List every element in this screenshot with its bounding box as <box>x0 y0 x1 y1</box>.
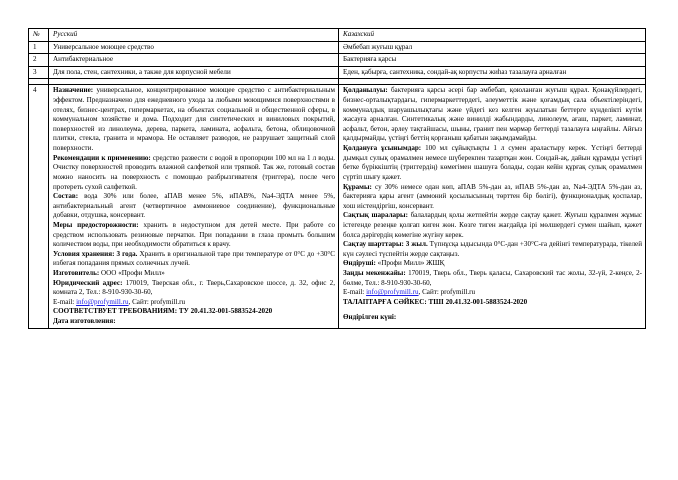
russian-composition-paragraph <box>53 192 335 221</box>
russian-address-text: 170019, Тверская обл., г. Тверь,Сахаровское шоссе, д. 32, офис 2, комната 2, Тел.: 8-910-930-30-60, <box>53 278 335 297</box>
russian-composition-label: Состав: <box>53 192 79 201</box>
column-header-kazakh: Казахский <box>339 29 646 42</box>
russian-precautions-paragraph <box>53 221 335 250</box>
row-russian-text: Для пола, стен, сантехники, а также для корпусной мебели <box>49 66 339 79</box>
russian-usage-label: Рекомендации к применению: <box>53 153 151 162</box>
russian-production-date-label: Дата изготовления: <box>53 317 116 326</box>
detail-cell-russian <box>49 85 339 328</box>
russian-precautions-text: хранить в недоступном для детей месте. При работе со средством использовать резиновые перчатки. При попадании в глаза промыть большим количеством воды, при необходимости обратиться к врачу. <box>53 220 335 249</box>
kazakh-email-label: E-mail: <box>343 288 365 297</box>
russian-purpose-paragraph <box>53 86 335 153</box>
kazakh-manufacturer-label: Өндіруші: <box>343 259 376 268</box>
kazakh-composition-text: су 30% немесе одан көп, аПАВ 5%-дан аз, иПАВ 5%-дан аз, Na4-ЭДТА 5%-дан аз, бактерияға қары агент (аммоний қосылысының төрттен бір бөлігі), функционалдық қоспалар, хош иістендіргіш, консервант. <box>343 182 642 210</box>
kazakh-usage-label: Қолдануға ұсынымдар: <box>343 144 422 153</box>
table-header-row <box>29 29 646 42</box>
kazakh-address-paragraph <box>343 269 642 288</box>
table-row <box>29 66 646 79</box>
kazakh-site-text: , Сайт: profymill.ru <box>418 288 476 297</box>
bilingual-product-label-table <box>28 28 646 329</box>
kazakh-storage-label: Сақтау шарттары: 3 жыл. <box>343 240 428 249</box>
kazakh-precautions-text: балалардың қолы жетпейтін жерде сақтау қажет. Жуғыш құралмен жұмыс істегенде резеңке қолғап киген жөн. Көзге тиген жағдайда ірі мөлшердегі сумен шайып, қажет болса дәрігердің көмегіне жүгіну керек. <box>343 211 642 239</box>
russian-storage-paragraph <box>53 250 335 269</box>
kazakh-composition-paragraph <box>343 183 642 212</box>
russian-usage-text: средство развести с водой в пропорции 100 мл на 1 л воды. Очистку поверхностей проводить влажной салфеткой или тряпкой. Так же, готовый состав можно наносить на поверхность с помощью разбрызгивателя (триггера), после чего протереть сухой салфеткой. <box>53 153 335 191</box>
table-row <box>29 41 646 54</box>
row-number: 2 <box>29 54 49 67</box>
russian-precautions-label: Меры предосторожности: <box>53 220 139 229</box>
kazakh-precautions-paragraph <box>343 211 642 240</box>
kazakh-composition-label: Құрамы: <box>343 182 372 191</box>
russian-storage-text: Хранить в оригинальной таре при температуре от 0°С до +30°С избегая попадания прямых солнечных лучей. <box>53 249 335 268</box>
kazakh-production-date-label: Өндірілген күні: <box>343 313 397 322</box>
russian-composition-text: вода 30% или более, аПАВ менее 5%, иПАВ%, Na4-ЭДТА менее 5%, антибактериальный агент (четвертичное аммониевое соединение), функциональные добавки, отдушка, консервант. <box>53 192 335 220</box>
row-russian-text: Универсальное моющее средство <box>49 41 339 54</box>
kazakh-email-paragraph <box>343 288 642 298</box>
russian-standard-text: СООТВЕТСТВУЕТ ТРЕБОВАНИЯМ: ТУ 20.41.32-001-5883524-2020 <box>53 307 273 316</box>
russian-manufacturer-paragraph <box>53 269 335 279</box>
kazakh-usage-text: 100 мл сұйықтықты 1 л сумен араластыру керек. Үстіңгі беттерді дымқыл сулық орамалмен немесе шүберекпен тазартқан жөн. Сондай-ақ, дайын құрамды үстіңгі бетке бүріккіштің (триггердің) көмегімен шашуға болады, содан кейін құрғақ сулық орамалмен сүртіп шығу қажет. <box>343 144 642 181</box>
row-number: 1 <box>29 41 49 54</box>
russian-site-text: , Сайт: profymill.ru <box>128 297 186 306</box>
row-kazakh-text: Әмбебап жуғыш құрал <box>339 41 646 54</box>
russian-manufacturer-text: ООО «Профи Милл» <box>99 269 165 278</box>
row-number: 4 <box>29 85 49 328</box>
kazakh-manufacturer-text: «Профи Милл» ЖШҚ <box>375 259 445 268</box>
table-header <box>29 29 646 42</box>
column-header-number: № <box>29 29 49 42</box>
russian-purpose-label: Назначение: <box>53 86 94 95</box>
table-row-details <box>29 85 646 328</box>
kazakh-storage-text: Түпнұсқа ыдысында 0°С-дан +30°С-ға дейінгі температурада, тікелей күн сәулесі түспейтін жерде сақтаңыз. <box>343 240 642 258</box>
kazakh-standard-text: ТАЛАПТАРҒА СӘЙКЕС: ТШІ 20.41.32-001-5883524-2020 <box>343 297 528 306</box>
row-kazakh-text: Бактерияға қарсы <box>339 54 646 67</box>
kazakh-usage-paragraph <box>343 144 642 182</box>
row-russian-text: Антибактериальное <box>49 54 339 67</box>
russian-address-paragraph <box>53 279 335 298</box>
russian-usage-paragraph <box>53 154 335 192</box>
kazakh-purpose-paragraph <box>343 86 642 144</box>
row-kazakh-text: Еден, қабырға, сантехника, сондай-ақ корпусты жиһаз тазалауға арналған <box>339 66 646 79</box>
kazakh-address-text: 170019, Тверь обл., Тверь қаласы, Сахаровский тас жолы, 32-үй, 2-кеңсе, 2-бөлме, Тел.: 8-910-930-30-60, <box>343 269 642 287</box>
russian-email-paragraph <box>53 298 335 308</box>
kazakh-manufacturer-paragraph <box>343 259 642 269</box>
kazakh-precautions-label: Сақтық шаралары: <box>343 211 408 220</box>
kazakh-storage-paragraph <box>343 240 642 259</box>
row-number: 3 <box>29 66 49 79</box>
table-row <box>29 54 646 67</box>
column-header-russian: Русский <box>49 29 339 42</box>
russian-purpose-text: универсальное, концентрированное моющее средство с антибактериальным эффектом. Предназначено для ежедневного ухода за любыми моющимися поверхностями в отелях, бизнес-центрах, гипермаркетах, на объектах социальной и общественной сферы, в коммунальном хозяйстве и дома. Подходит для синтетических и виниловых покрытий, поверхностей из линолеума, дерева, паркета, ламината, асфальта, бетона, облицовочной плитки, стекла, гранита и мрамора. Не оставляет разводов, не разрушает защитный слой поверхности. <box>53 86 335 153</box>
table-body <box>29 41 646 328</box>
russian-email-label: E-mail: <box>53 297 75 306</box>
kazakh-purpose-text: бактерияға қарсы әсері бар әмбебап, қоюланған жуғыш құрал. Қонақүйлердегі, бизнес-орталықтардағы, гипермаркеттердегі, әлеуметтік және қоғамдық сала объектілеріндегі, коммуналдық шаруашылықтағы және үйдегі кез келген жуылатын беттерге күнделікті күтім жасауға арналған. Синтетикалық және винилді жабындарды, линолеум, ағаш, паркет, ламинат, асфальт, бетон, әрлеу тақтайшасы, шыны, гранит пен мәрмәр беттерді тазалауға ыңғайлы. Айғыз қалдырмайды, үстіңгі беттің қорғаныш қабатын зақымдамайды. <box>343 86 642 143</box>
kazakh-email-link[interactable]: info@profymill.ru <box>366 288 419 297</box>
russian-storage-label: Условия хранения: 3 года. <box>53 249 138 258</box>
russian-address-label: Юридический адрес: <box>53 278 123 287</box>
russian-manufacturer-label: Изготовитель: <box>53 269 100 278</box>
kazakh-purpose-label: Қолданылуы: <box>343 86 388 95</box>
kazakh-address-label: Заңды мекенжайы: <box>343 269 406 278</box>
russian-email-link[interactable]: info@profymill.ru <box>76 297 129 306</box>
detail-cell-kazakh <box>339 85 646 328</box>
